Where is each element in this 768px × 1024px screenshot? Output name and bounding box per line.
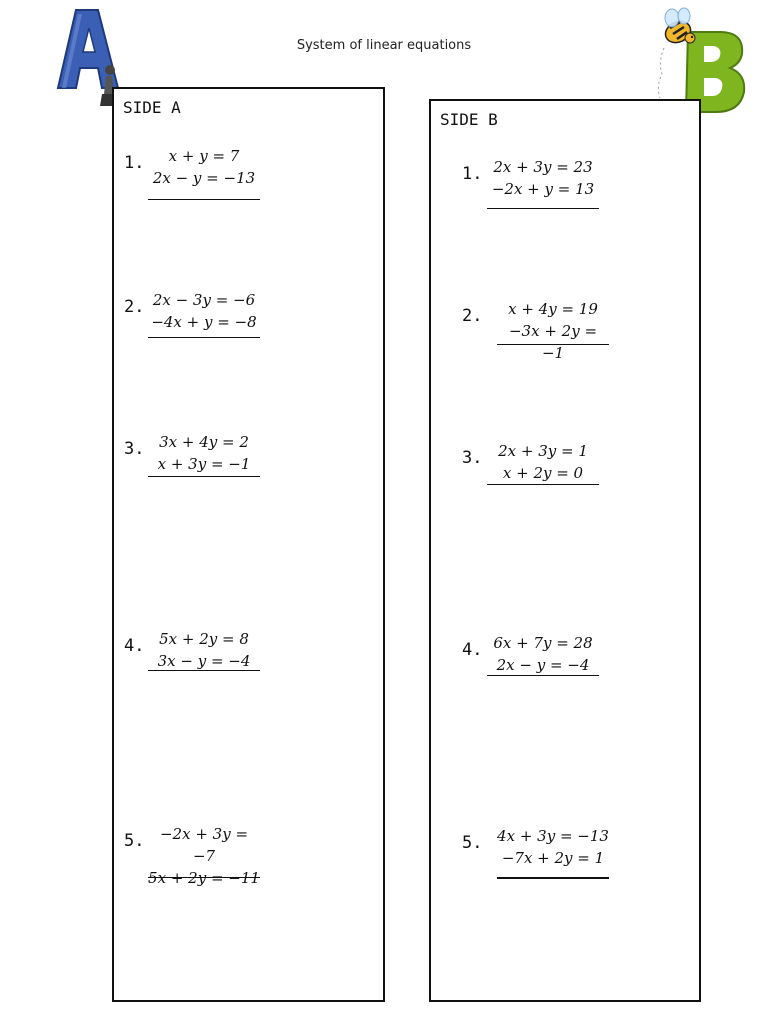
equation-2: 3x − y = −4 xyxy=(157,652,251,670)
equation-system xyxy=(487,440,599,484)
answer-line xyxy=(487,484,599,485)
answer-line xyxy=(148,877,260,878)
side-a-problem-2 xyxy=(114,289,383,359)
equation-system xyxy=(487,156,599,200)
equation-2: x + 3y = −1 xyxy=(157,455,251,473)
side-a-panel xyxy=(112,87,385,1002)
equation-1: 5x + 2y = 8 xyxy=(159,630,249,648)
equation-1: 2x + 3y = 23 xyxy=(493,158,593,176)
equation-1: 6x + 7y = 28 xyxy=(493,634,593,652)
problem-number: 2. xyxy=(124,297,145,317)
problem-number: 3. xyxy=(124,439,145,459)
problem-number: 2. xyxy=(462,306,483,326)
equation-system xyxy=(497,825,609,869)
side-b-problem-4 xyxy=(431,632,699,702)
problem-number: 3. xyxy=(462,448,483,468)
problem-number: 5. xyxy=(124,831,145,851)
equation-1: −2x + 3y = −7 xyxy=(159,825,249,865)
answer-line xyxy=(487,675,599,676)
equation-system xyxy=(148,431,260,475)
equation-system xyxy=(148,289,260,333)
equation-1: x + 4y = 19 xyxy=(508,300,598,318)
problem-number: 1. xyxy=(124,153,145,173)
equation-system xyxy=(487,632,599,676)
side-a-problem-4 xyxy=(114,628,383,698)
side-a-problem-3 xyxy=(114,431,383,501)
side-b-problem-2 xyxy=(431,298,699,368)
side-b-label: SIDE B xyxy=(440,110,498,129)
side-a-problem-1 xyxy=(114,145,383,215)
answer-line xyxy=(497,877,609,879)
side-b-problem-5 xyxy=(431,825,699,895)
equation-2: 5x + 2y = −11 xyxy=(148,869,260,887)
equation-system xyxy=(148,628,260,672)
answer-line xyxy=(487,208,599,209)
equation-1: 3x + 4y = 2 xyxy=(159,433,249,451)
equation-system xyxy=(497,298,609,364)
equation-2: −7x + 2y = 1 xyxy=(501,849,605,867)
side-b-problem-3 xyxy=(431,440,699,510)
equation-1: 2x + 3y = 1 xyxy=(498,442,588,460)
problem-number: 5. xyxy=(462,833,483,853)
answer-line xyxy=(497,344,609,345)
equation-1: x + y = 7 xyxy=(168,147,240,165)
page-title: System of linear equations xyxy=(296,38,472,53)
equation-2: −3x + 2y = −1 xyxy=(508,322,598,362)
problem-number: 4. xyxy=(124,636,145,656)
equation-1: 4x + 3y = −13 xyxy=(497,827,609,845)
equation-2: −4x + y = −8 xyxy=(151,313,257,331)
equation-1: 2x − 3y = −6 xyxy=(152,291,256,309)
problem-number: 4. xyxy=(462,640,483,660)
side-a-label: SIDE A xyxy=(123,98,181,117)
equation-2: −2x + y = 13 xyxy=(491,180,595,198)
equation-2: 2x − y = −13 xyxy=(152,169,256,187)
answer-line xyxy=(148,199,260,200)
answer-line xyxy=(148,670,260,671)
answer-line xyxy=(148,476,260,477)
equation-system xyxy=(148,823,260,889)
answer-line xyxy=(148,337,260,338)
side-b-panel xyxy=(429,99,701,1002)
side-a-problem-5 xyxy=(114,823,383,893)
equation-2: 2x − y = −4 xyxy=(496,656,590,674)
equation-system xyxy=(148,145,260,189)
side-b-problem-1 xyxy=(431,156,699,226)
equation-2: x + 2y = 0 xyxy=(502,464,584,482)
problem-number: 1. xyxy=(462,164,483,184)
